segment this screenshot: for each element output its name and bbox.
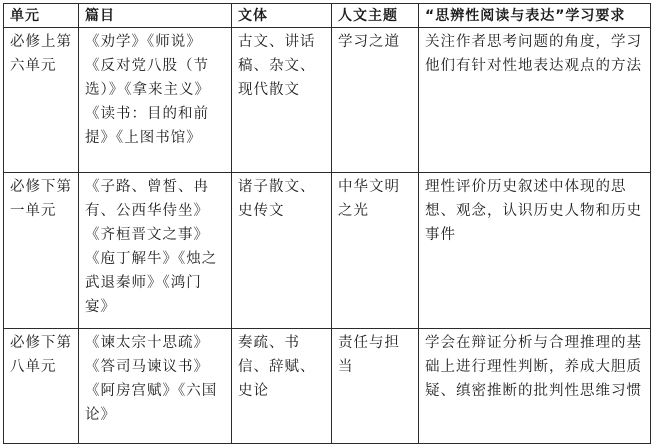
cell-unit: 必修下第一单元 [4, 173, 79, 329]
cell-theme: 中华文明之光 [332, 173, 419, 329]
cell-requirement: 理性评价历史叙述中体现的思想、观念，认识历史人物和历史事件 [419, 173, 651, 329]
cell-unit: 必修上第六单元 [4, 28, 79, 173]
header-works: 篇目 [79, 4, 232, 28]
table-row [4, 329, 651, 444]
table-row [4, 28, 651, 173]
curriculum-table [3, 3, 651, 444]
header-genre: 文体 [232, 4, 332, 28]
header-row [4, 4, 651, 28]
cell-requirement: 学会在辩证分析与合理推理的基础上进行理性判断，养成大胆质疑、缜密推断的批判性思维习惯 [419, 329, 651, 444]
header-requirement: “思辨性阅读与表达”学习要求 [419, 4, 651, 28]
cell-works: 《劝学》《师说》《反对党八股（节选）》《拿来主义》《读书：目的和前提》《上图书馆》 [79, 28, 232, 173]
cell-unit: 必修下第八单元 [4, 329, 79, 444]
cell-genre: 诸子散文、史传文 [232, 173, 332, 329]
cell-requirement: 关注作者思考问题的角度，学习他们有针对性地表达观点的方法 [419, 28, 651, 173]
cell-works: 《子路、曾皙、冉有、公西华侍坐》《齐桓晋文之事》《庖丁解牛》《烛之武退秦师》《鸿门宴》 [79, 173, 232, 329]
header-theme: 人文主题 [332, 4, 419, 28]
cell-theme: 责任与担当 [332, 329, 419, 444]
table-row [4, 173, 651, 329]
cell-theme: 学习之道 [332, 28, 419, 173]
cell-genre: 奏疏、书信、辞赋、史论 [232, 329, 332, 444]
header-unit: 单元 [4, 4, 79, 28]
cell-genre: 古文、讲话稿、杂文、现代散文 [232, 28, 332, 173]
cell-works: 《谏太宗十思疏》《答司马谏议书》《阿房宫赋》《六国论》 [79, 329, 232, 444]
